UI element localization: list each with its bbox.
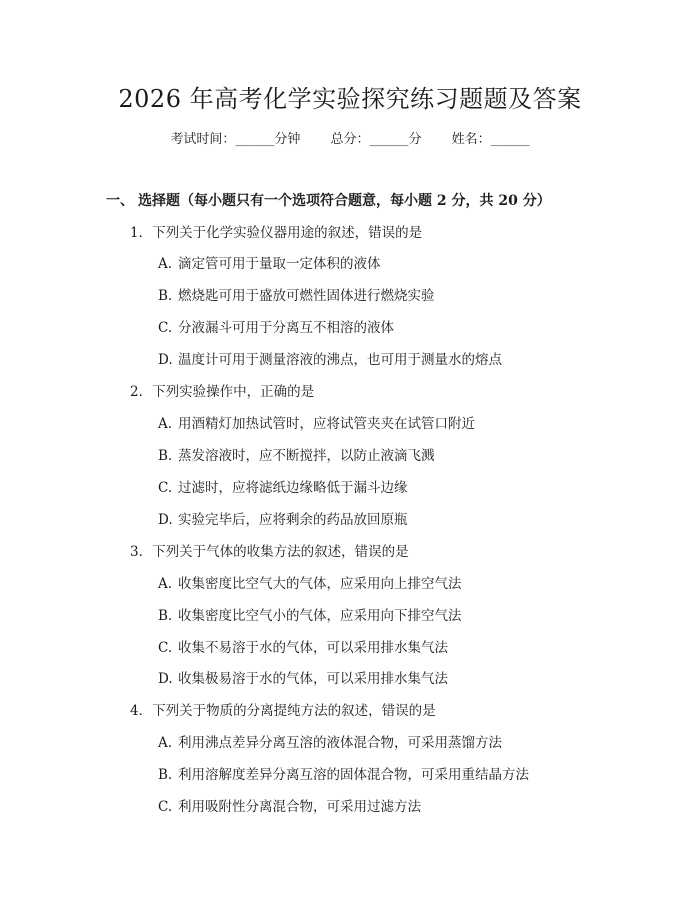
option-letter: A.	[158, 256, 173, 272]
option-text: 温度计可用于测量溶液的沸点，也可用于测量水的熔点	[178, 352, 502, 368]
question-stem: 2．下列实验操作中，正确的是	[130, 384, 315, 400]
answer-option	[158, 413, 475, 435]
section-heading	[106, 190, 551, 212]
question-stem: 4．下列关于物质的分离提纯方法的叙述，错误的是	[130, 703, 436, 719]
option-letter: C.	[158, 480, 173, 496]
option-text: 收集密度比空气大的气体，应采用向上排空气法	[178, 576, 462, 592]
option-text: 用酒精灯加热试管时，应将试管夹夹在试管口附近	[178, 416, 475, 432]
answer-option	[158, 573, 462, 595]
section-number: 一、	[106, 193, 134, 209]
answer-option	[158, 349, 502, 371]
option-text: 分液漏斗可用于分离互不相溶的液体	[178, 320, 394, 336]
option-letter: D.	[158, 352, 173, 368]
option-letter: B.	[158, 448, 173, 464]
option-letter: D.	[158, 671, 173, 687]
answer-option	[158, 509, 408, 531]
answer-option	[158, 445, 435, 467]
answer-option	[158, 317, 394, 339]
option-letter: C.	[158, 320, 173, 336]
option-text: 收集密度比空气小的气体，应采用向下排空气法	[178, 608, 462, 624]
answer-option	[158, 477, 408, 499]
answer-option	[158, 253, 381, 275]
option-letter: A.	[158, 576, 173, 592]
option-text: 滴定管可用于量取一定体积的液体	[178, 256, 381, 272]
section-title: 选择题（每小题只有一个选项符合题意，每小题 2 分，共 20 分）	[138, 193, 551, 209]
option-letter: C.	[158, 640, 173, 656]
exam-time-field: 考试时间：______分钟	[170, 132, 301, 147]
option-letter: B.	[158, 608, 173, 624]
answer-option	[158, 605, 462, 627]
option-text: 蒸发溶液时，应不断搅拌，以防止液滴飞溅	[178, 448, 435, 464]
option-letter: B.	[158, 288, 173, 304]
option-text: 燃烧匙可用于盛放可燃性固体进行燃烧实验	[178, 288, 435, 304]
total-score-field: 总分：______分	[330, 132, 422, 147]
option-text: 利用沸点差异分离互溶的液体混合物，可采用蒸馏方法	[178, 735, 502, 751]
answer-option	[158, 764, 529, 786]
question-stem: 3．下列关于气体的收集方法的叙述，错误的是	[130, 544, 409, 560]
option-letter: C.	[158, 799, 173, 815]
exam-info-line	[0, 130, 700, 150]
answer-option	[158, 732, 502, 754]
option-text: 过滤时，应将滤纸边缘略低于漏斗边缘	[178, 480, 408, 496]
option-letter: B.	[158, 767, 173, 783]
option-text: 实验完毕后，应将剩余的药品放回原瓶	[178, 512, 408, 528]
page-title: 2026 年高考化学实验探究练习题题及答案	[118, 85, 582, 113]
option-letter: A.	[158, 416, 173, 432]
option-text: 利用溶解度差异分离互溶的固体混合物，可采用重结晶方法	[178, 767, 529, 783]
option-letter: D.	[158, 512, 173, 528]
question-stem: 1．下列关于化学实验仪器用途的叙述，错误的是	[130, 225, 423, 241]
option-text: 利用吸附性分离混合物，可采用过滤方法	[178, 799, 421, 815]
student-name-field: 姓名：______	[451, 132, 530, 147]
answer-option	[158, 668, 448, 690]
option-letter: A.	[158, 735, 173, 751]
answer-option	[158, 796, 421, 818]
option-text: 收集不易溶于水的气体，可以采用排水集气法	[178, 640, 448, 656]
option-text: 收集极易溶于水的气体，可以采用排水集气法	[178, 671, 448, 687]
answer-option	[158, 285, 435, 307]
answer-option	[158, 637, 448, 659]
